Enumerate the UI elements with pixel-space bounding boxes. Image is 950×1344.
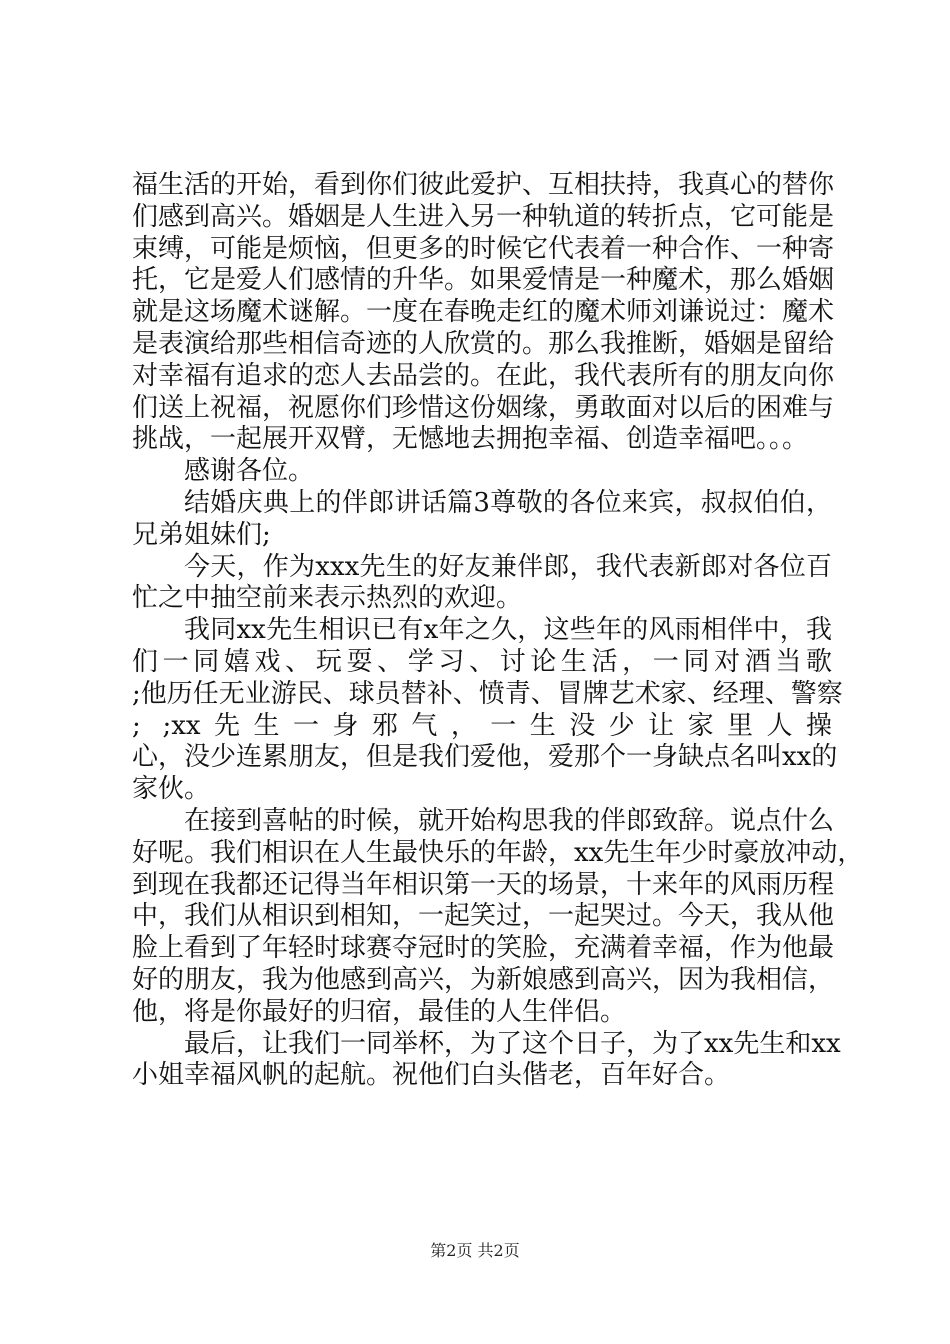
text-line: ; ;xx先生一身邪气，一生没少让家里人操 [132, 710, 832, 741]
text-line: 中，我们从相识到相知，一起笑过，一起哭过。今天，我从他 [132, 901, 835, 932]
text-line: 们送上祝福，祝愿你们珍惜这份姻缘，勇敢面对以后的困难与 [132, 392, 835, 423]
text-line: 他，将是你最好的归宿，最佳的人生伴侣。 [132, 996, 627, 1027]
paragraph [132, 170, 835, 456]
text-line: 们一同嬉戏、玩耍、学习、讨论生活，一同对酒当歌 [132, 646, 832, 677]
text-line: 我同xx先生相识已有x年之久，这些年的风雨相伴中，我 [184, 615, 832, 646]
text-line: 就是这场魔术谜解。一度在春晚走红的魔术师刘谦说过：魔术 [132, 297, 835, 328]
text-line: ;他历任无业游民、球员替补、愤青、冒牌艺术家、经理、警察 [132, 678, 843, 709]
text-line: 对幸福有追求的恋人去品尝的。在此，我代表所有的朋友向你 [132, 360, 835, 391]
text-line: 忙之中抽空前来表示热烈的欢迎。 [132, 583, 523, 614]
text-line: 心，没少连累朋友，但是我们爱他，爱那个一身缺点名叫xx的 [132, 742, 838, 773]
text-line: 结婚庆典上的伴郎讲话篇3尊敬的各位来宾，叔叔伯伯， [184, 487, 832, 518]
paragraph [132, 805, 864, 1029]
text-line: 脸上看到了年轻时球赛夺冠时的笑脸，充满着幸福，作为他最 [132, 933, 835, 964]
paragraph [132, 1028, 841, 1093]
text-line: 最后，让我们一同举杯，为了这个日子，为了xx先生和xx [184, 1028, 841, 1059]
paragraph [132, 488, 832, 552]
text-line: 感谢各位。 [184, 456, 315, 487]
text-line: 今天，作为xxx先生的好友兼伴郎，我代表新郎对各位百 [184, 551, 832, 582]
paragraph [132, 456, 832, 488]
text-line: 好呢。我们相识在人生最快乐的年龄，xx先生年少时豪放冲动， [132, 837, 864, 868]
text-line: 家伙。 [132, 774, 211, 805]
text-line: 到现在我都还记得当年相识第一天的场景，十来年的风雨历程 [132, 869, 835, 900]
text-line: 小姐幸福风帆的起航。祝他们白头偕老，百年好合。 [132, 1060, 731, 1091]
text-line: 挑战，一起展开双臂，无憾地去拥抱幸福、创造幸福吧。。。 [132, 424, 809, 455]
text-line: 福生活的开始，看到你们彼此爱护、互相扶持，我真心的替你 [132, 170, 835, 200]
text-line: 束缚，可能是烦恼，但更多的时候它代表着一种合作、一种寄 [132, 233, 835, 264]
text-line: 好的朋友，我为他感到高兴，为新娘感到高兴，因为我相信， [132, 964, 835, 995]
paragraph [132, 552, 832, 616]
paragraph [132, 615, 843, 806]
page-number-footer: 第2页 共2页 [430, 1241, 520, 1260]
text-line: 在接到喜帖的时候，就开始构思我的伴郎致辞。说点什么 [184, 805, 835, 836]
text-line: 托，它是爱人们感情的升华。如果爱情是一种魔术，那么婚姻 [132, 265, 835, 296]
text-line: 们感到高兴。婚姻是人生进入另一种轨道的转折点，它可能是 [132, 201, 835, 232]
text-line: 是表演给那些相信奇迹的人欣赏的。那么我推断，婚姻是留给 [132, 328, 835, 359]
text-line: 兄弟姐妹们; [132, 519, 271, 550]
document-body [132, 170, 864, 1092]
